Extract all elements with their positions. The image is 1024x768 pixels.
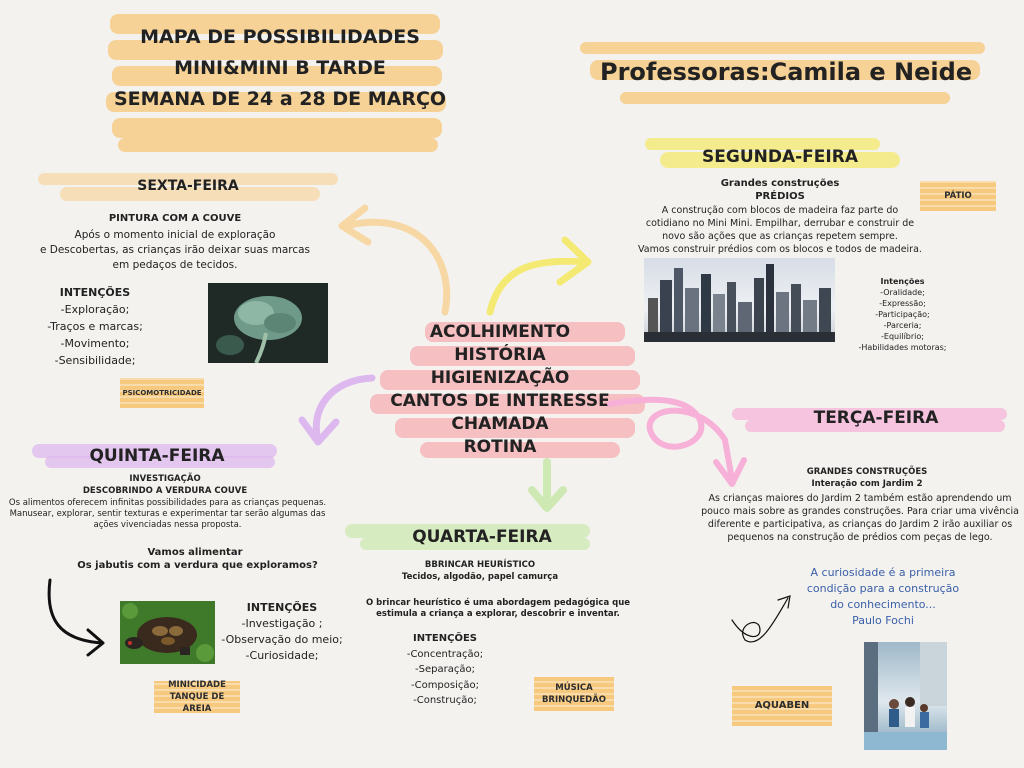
quote: A curiosidade é a primeira condição para a construção do conhecimento... Paulo Fochi <box>798 565 968 629</box>
routine-item: HISTÓRIA <box>454 345 546 365</box>
quinta-question: Vamos alimentar <box>147 547 243 558</box>
quinta-subtitle: INVESTIGAÇÃO <box>129 474 201 484</box>
tag-minicidade: MINICIDADE TANQUE DE AREIA <box>154 681 240 713</box>
routine-item: ACOLHIMENTO <box>429 322 571 342</box>
routine-item: CANTOS DE INTERESSE <box>390 391 610 411</box>
title-line-3: SEMANA DE 24 a 28 DE MARÇO <box>113 88 447 110</box>
tag-psicomotricidade: PSICOMOTRICIDADE <box>120 378 204 408</box>
city-buildings-image <box>644 258 835 342</box>
day-terca: TERÇA-FEIRA <box>813 408 939 428</box>
kale-leaf-image <box>208 283 328 363</box>
tag-patio: PÁTIO <box>920 181 996 211</box>
day-sexta: SEXTA-FEIRA <box>137 178 239 194</box>
quarta-subtitle: BBRINCAR HEURÍSTICO <box>424 560 536 570</box>
tag-musica: MÚSICA BRINQUEDÃO <box>534 677 614 711</box>
routine-item: CHAMADA <box>451 414 549 434</box>
terca-subtitle-2: Interação com Jardim 2 <box>811 479 923 489</box>
day-quarta: QUARTA-FEIRA <box>412 527 552 547</box>
quote-author: Paulo Fochi <box>852 614 914 627</box>
sexta-description: Após o momento inicial de exploração e Descobertas, as crianças irão deixar suas marcas em pedaços de tecidos. <box>39 229 311 271</box>
tortoise-image <box>120 601 215 664</box>
sexta-activity: PINTURA COM A COUVE <box>108 213 242 224</box>
segunda-description: A construção com blocos de madeira faz parte do cotidiano no Mini Mini. Empilhar, derrubar e construir de novo são ações que as crianças repetem sempre. Vamos construir prédios com os blocos e todos de madeira. <box>638 205 922 255</box>
segunda-subtitle-2: PRÉDIOS <box>755 191 805 202</box>
arrow-thin-icon <box>732 598 788 642</box>
day-segunda: SEGUNDA-FEIRA <box>702 147 858 167</box>
title-line-2: MINI&MINI B TARDE <box>174 57 386 79</box>
tag-aquaben: AQUABEN <box>732 686 832 726</box>
terca-description: As crianças maiores do Jardim 2 também estão aprendendo um pouco mais sobre as grandes construções. Para criar uma vivência diferente e participativa, as crianças do Jardim 2 irão auxiliar os pequenos na construção de prédios com peças de lego. <box>701 493 1019 543</box>
quarta-subtitle-2: Tecidos, algodão, papel camurça <box>401 572 559 582</box>
arrow-yellow-icon <box>490 261 585 312</box>
title-line-1: MAPA DE POSSIBILIDADES <box>140 26 420 48</box>
routine-item: ROTINA <box>463 437 537 457</box>
quarta-description: O brincar heurístico é uma abordagem pedagógica que estimula a criança a explorar, descobrir e inventar. <box>365 598 631 619</box>
segunda-intentions: Intenções -Oralidade; -Expressão; -Participação; -Parceria; -Equilíbrio; -Habilidades motoras; <box>858 277 947 352</box>
quinta-intentions: INTENÇÕES -Investigação ; -Observação do meio; -Curiosidade; <box>221 601 343 662</box>
segunda-subtitle: Grandes construções <box>720 178 840 189</box>
teachers-label: Professoras:Camila e Neide <box>600 58 973 86</box>
routine-item: HIGIENIZAÇÃO <box>430 368 570 388</box>
quarta-intentions: INTENÇÕES -Concentração; -Separação; -Composição; -Construção; <box>406 633 484 706</box>
day-quinta: QUINTA-FEIRA <box>89 446 225 466</box>
quinta-subtitle-2: DESCOBRINDO A VERDURA COUVE <box>82 486 248 496</box>
terca-subtitle: GRANDES CONSTRUÇÕES <box>806 467 928 477</box>
arrow-pink-icon <box>610 400 732 480</box>
sexta-intentions: INTENÇÕES -Exploração; -Traços e marcas; -Movimento; -Sensibilidade; <box>47 286 143 367</box>
quinta-description: Os alimentos oferecem infinitas possibilidades para as crianças pequenas. Manusear, explorar, sentir texturas e experimentar tar serão algumas das ações vivenciadas nessa proposta. <box>8 498 327 530</box>
children-pool-image <box>864 642 947 750</box>
quinta-question-2: Os jabutis com a verdura que exploramos? <box>77 560 318 571</box>
